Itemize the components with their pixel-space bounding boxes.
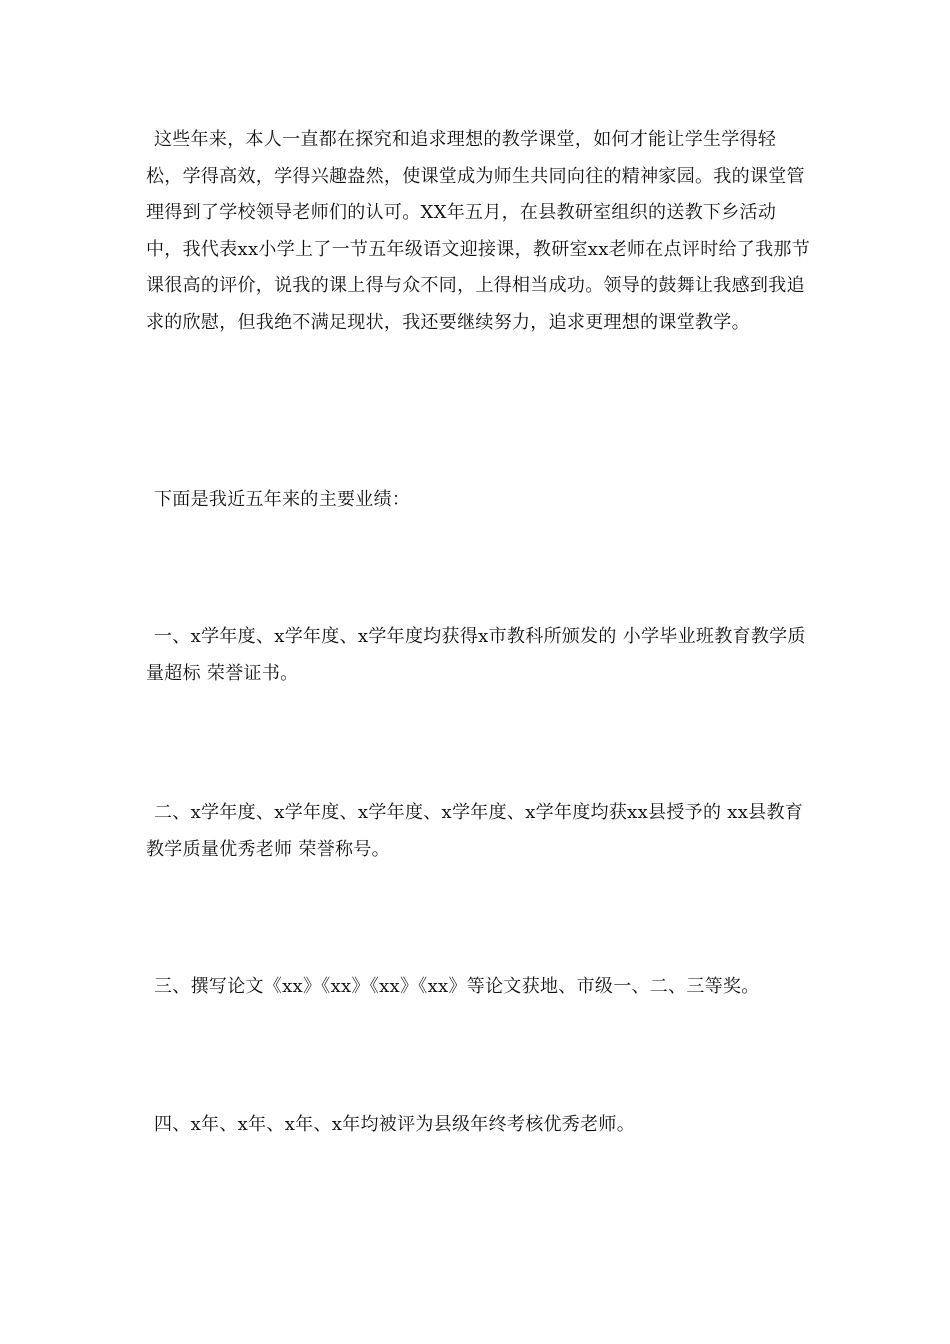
achievement-item-4: 四、x年、x年、x年、x年均被评为县级年终考核优秀老师。 (154, 1114, 636, 1135)
achievement-item-2: 二、x学年度、x学年度、x学年度、x学年度、x学年度均获xx县授予的 xx县教育教学质量优秀老师 荣誉称号。 (146, 802, 804, 860)
achievements-lead-paragraph: 下面是我近五年来的主要业绩： (154, 489, 411, 510)
achievement-item-1: 一、x学年度、x学年度、x学年度均获得x市教科所颁发的 小学毕业班教育教学质量超标 荣誉证书。 (146, 626, 806, 684)
achievement-item-3: 三、撰写论文《xx》《xx》《xx》《xx》等论文获地、市级一、二、三等奖。 (154, 976, 760, 997)
intro-paragraph: 这些年来，本人一直都在探究和追求理想的教学课堂，如何才能让学生学得轻松，学得高效，学得兴趣盎然，使课堂成为师生共同向往的精神家园。我的课堂管理得到了学校领导老师们的认可。XX年五月，在县教研室组织的送教下乡活动中，我代表xx小学上了一节五年级语文迎接课，教研室xx老师在点评时给了我那节课很高的评价，说我的课上得与众不同，上得相当成功。领导的鼓舞让我感到我追求的欣慰，但我绝不满足现状，我还要继续努力，追求更理想的课堂教学。 (146, 129, 811, 333)
